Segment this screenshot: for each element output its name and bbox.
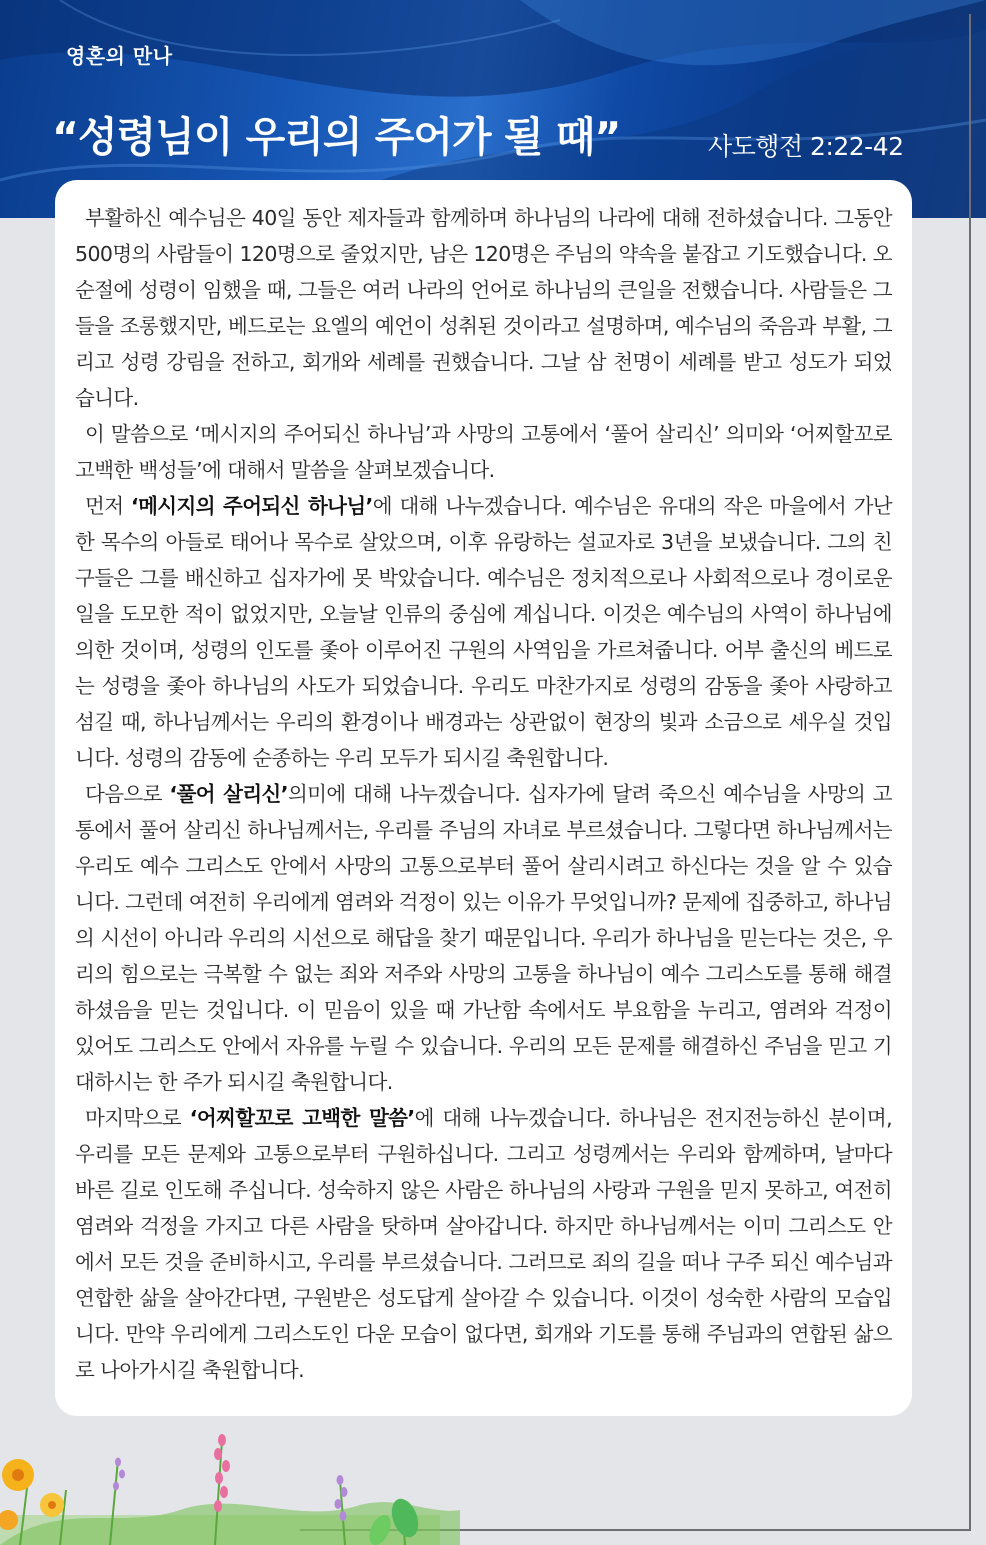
point-3-text: 에 대해 나누겠습니다. 하나님은 전지전능하신 분이며, 우리를 모든 문제와 고통으로부터 구원하십니다. 그리고 성령께서는 우리와 함께하며, 날마다 바른 길로 인도해 주십니다. 성숙하지 않은 사람은 하나님의 사랑과 구원을 믿지 못하고, 여전히 염려와 걱정을 가지고 다른 사람을 탓하며 살아갑니다. 하지만 하나님께서는 이미 그리스도 안에서 모든 것을 준비하시고, 우리를 부르셨습니다. 그러므로 죄의 길을 떠나 구주 되신 예수님과 연합한 삶을 살아간다면, 구원받은 성도답게 살아갈 수 있습니다. 이것이 성숙한 사람의 모습입니다. 만약 우리에게 그리스도인 다운 모습이 없다면, 회개와 기도를 통해 주님과의 연합된 삶으로 나아가시길 축원합니다. xyxy=(75,1106,892,1382)
sermon-body xyxy=(75,200,892,1388)
paragraph-point-2 xyxy=(75,776,892,1100)
point-1-heading: ‘메시지의 주어되신 하나님’ xyxy=(130,494,373,518)
point-1-lead: 먼저 xyxy=(85,494,131,518)
frame-border-right xyxy=(969,14,971,1531)
point-3-lead: 마지막으로 xyxy=(85,1106,190,1130)
flower-decoration xyxy=(0,1420,460,1545)
point-1-text: 에 대해 나누겠습니다. 예수님은 유대의 작은 마을에서 가난한 목수의 아들로 태어나 목수로 살았으며, 이후 유랑하는 설교자로 3년을 보냈습니다. 그의 친구들은 그를 배신하고 십자가에 못 박았습니다. 예수님은 정치적으로나 사회적으로나 경이로운 일을 도모한 적이 없었지만, 오늘날 인류의 중심에 계십니다. 이것은 예수님의 사역이 하나님에 의한 것이며, 성령의 인도를 좇아 이루어진 구원의 사역임을 가르쳐줍니다. 어부 출신의 베드로는 성령을 좇아 하나님의 사도가 되었습니다. 우리도 마찬가지로 성령의 감동을 좇아 사랑하고 섬길 때, 하나님께서는 우리의 환경이나 배경과는 상관없이 현장의 빛과 소금으로 세우실 것입니다. 성령의 감동에 순종하는 우리 모두가 되시길 축원합니다. xyxy=(75,494,892,770)
series-label: 영혼의 만나 xyxy=(66,44,173,68)
paragraph-outline: 이 말씀으로 ‘메시지의 주어되신 하나님’과 사망의 고통에서 ‘풀어 살리신’ 의미와 ‘어찌할꼬로 고백한 백성들’에 대해서 말씀을 살펴보겠습니다. xyxy=(75,422,892,482)
point-2-text: 의미에 대해 나누겠습니다. 십자가에 달려 죽으신 예수님을 사망의 고통에서 풀어 살리신 하나님께서는, 우리를 주님의 자녀로 부르셨습니다. 그렇다면 하나님께서는 우리도 예수 그리스도 안에서 사망의 고통으로부터 풀어 살리시려고 하신다는 것을 알 수 있습니다. 그런데 여전히 우리에게 염려와 걱정이 있는 이유가 무엇입니까? 문제에 집중하고, 하나님의 시선이 아니라 우리의 시선으로 해답을 찾기 때문입니다. 우리가 하나님을 믿는다는 것은, 우리의 힘으로는 극복할 수 없는 죄와 저주와 사망의 고통을 하나님이 예수 그리스도를 통해 해결하셨음을 믿는 것입니다. 이 믿음이 있을 때 가난함 속에서도 부요함을 누리고, 염려와 걱정이 있어도 그리스도 안에서 자유를 누릴 수 있습니다. 우리의 모든 문제를 해결하신 주님을 믿고 기대하시는 한 주가 되시길 축원합니다. xyxy=(75,782,892,1094)
point-3-heading: ‘어찌할꼬로 고백한 말씀’ xyxy=(189,1106,415,1130)
paragraph-point-3 xyxy=(75,1100,892,1388)
paragraph-point-1 xyxy=(75,488,892,776)
sermon-title: “성령님이 우리의 주어가 될 때” xyxy=(52,113,621,161)
point-2-lead: 다음으로 xyxy=(85,782,170,806)
scripture-reference: 사도행전 2:22-42 xyxy=(708,132,904,161)
paragraph-intro: 부활하신 예수님은 40일 동안 제자들과 함께하며 하나님의 나라에 대해 전하셨습니다. 그동안 500명의 사람들이 120명으로 줄었지만, 남은 120명은 주님의 약속을 붙잡고 기도했습니다. 오순절에 성령이 임했을 때, 그들은 여러 나라의 언어로 하나님의 큰일을 전했습니다. 사람들은 그들을 조롱했지만, 베드로는 요엘의 예언이 성취된 것이라고 설명하며, 예수님의 죽음과 부활, 그리고 성령 강림을 전하고, 회개와 세례를 권했습니다. 그날 삼 천명이 세례를 받고 성도가 되었습니다. xyxy=(75,206,892,410)
point-2-heading: ‘풀어 살리신’ xyxy=(169,782,288,806)
